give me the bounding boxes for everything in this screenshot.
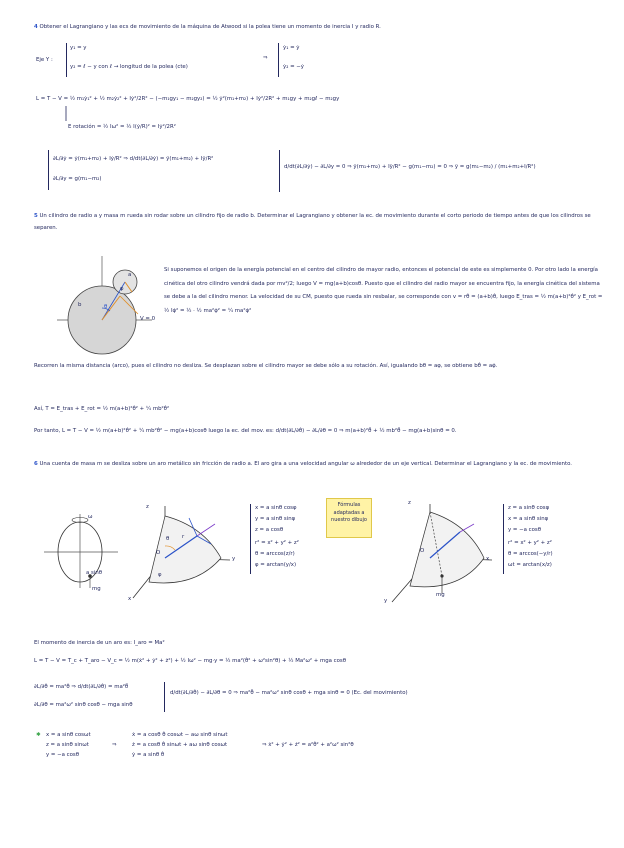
label-phi: φ xyxy=(120,286,124,292)
ad-phi: ωt = arctan(x/z) xyxy=(508,562,552,568)
problem-5-statement: 5 Un cilindro de radio a y masa m rueda sin rodar sobre un cilindro fijo de radio b. Determinar el Lagrangiano y obtener la ec. de movimiento durante el corto periodo de tiempo antes de que los cilindros se separen. xyxy=(34,213,591,231)
equation-of-motion-atwood: d/dt(∂L/∂ẏ) − ∂L/∂y = 0 ⇒ ÿ(m₁+m₂) + Iÿ/R² − g(m₁−m₂) = 0 ⇒ ÿ = g(m₁−m₂) / (m₁+m₂+I/R²) xyxy=(284,164,536,170)
system-b-line2: ẏ₂ = −ẏ xyxy=(283,64,305,70)
system-brace-b xyxy=(278,43,279,77)
phi-label-1: φ xyxy=(158,572,162,578)
equation-of-motion-bead: d/dt(∂L/∂θ̇) − ∂L/∂θ = 0 ⇒ ma²θ̈ − ma²ω² sinθ cosθ + mga sinθ = 0 (Ec. del movimiento) xyxy=(170,690,408,696)
ad-z: y = −a cosθ xyxy=(508,527,542,533)
velocity-6: ẏ = a sinθ θ̇ xyxy=(132,752,165,758)
system-b-line1: ẏ₁ = ẏ xyxy=(283,45,300,51)
hoop-figure xyxy=(40,514,120,594)
velocity-5: ż = a cosθ θ̇ sinωt + aω sinθ cosωt xyxy=(132,742,228,748)
velocity-3: y = −a cosθ xyxy=(46,752,80,758)
lagrangian-cylinder: Por tanto, L = T − V = ½ m(a+b)²θ̇² + ¼ mb²θ̇² − mg(a+b)cosθ luego la ec. del mov. es: d/dt(∂L/∂θ̇) − ∂L/∂θ = 0 ⇒ m(a+b)²θ̈ + ½ mb²θ̈ − mg(a+b)sinθ = 0. xyxy=(34,428,457,434)
eje-label: Eje Y : xyxy=(36,57,53,63)
adapted-brace xyxy=(503,504,504,574)
label-b: b xyxy=(78,302,82,308)
sph-theta: θ = arccos(z/r) xyxy=(255,551,295,557)
lagrangian-bead: L = T − V = T_c + T_aro − V_c = ½ m(ẋ² + ẏ² + ż²) + ½ Iω² − mg·y = ½ ma²(θ̇² + ω²sin²θ) + ½ Ma²ω² + mga cosθ xyxy=(34,658,347,664)
origin-label-1: O xyxy=(156,550,161,556)
rotation-energy: E rotación = ½ Iω² = ½ I(ẏ/R)² = Iẏ²/2R² xyxy=(68,124,176,130)
bullet-marker: ✱ xyxy=(36,732,41,738)
y-label-1: y xyxy=(232,556,236,562)
sph-phi: φ = arctan(y/x) xyxy=(255,562,297,568)
velocity-1: x = a sinθ cosωt xyxy=(46,732,91,738)
velocity-2: z = a sinθ sinωt xyxy=(46,742,89,748)
spherical-diagram-1 xyxy=(125,506,235,606)
velocity-4: ẋ = a cosθ θ̇ cosωt − aω sinθ sinωt xyxy=(132,732,228,738)
lagrangian-atwood: L = T − V = ½ m₁ẏ₁² + ½ m₂ẏ₂² + Iẏ²/2R² − (−m₁gy₁ − m₂gy₂) = ½ ẏ²(m₁+m₂) + Iẏ²/2R² + m₁gy + m₂gℓ − m₂gy xyxy=(36,96,340,102)
implies-arrow: ⇒ xyxy=(263,55,268,61)
x-label-1: x xyxy=(128,596,132,602)
system-brace-a xyxy=(66,43,67,77)
bead-divider xyxy=(164,682,165,712)
asin-label: a sinθ xyxy=(86,570,103,576)
problem-6-statement: 6 Una cuenta de masa m se desliza sobre un aro metálico sin fricción de radio a. El aro gira a una velocidad angular ω alrededor de un eje vertical. Determinar el Lagrangiano y la ec. de movimiento. xyxy=(34,461,572,467)
origin-label-2: O xyxy=(420,548,425,554)
sph-z: z = a cosθ xyxy=(255,527,284,533)
inertia-hoop: El momento de inercia de un aro es: I_aro = Ma² xyxy=(34,640,165,646)
derivative-2: ∂L/∂y = g(m₁−m₂) xyxy=(53,176,102,182)
mg-label-1: mg xyxy=(92,586,101,592)
eom-divider xyxy=(279,150,280,192)
sph-x: x = a sinθ cosφ xyxy=(255,505,297,511)
problem-4-number: 4 xyxy=(34,24,38,30)
mg-label-2: mg xyxy=(436,592,445,598)
z-label-2: z xyxy=(408,500,411,506)
spherical-brace xyxy=(250,504,251,574)
sph-y: y = a sinθ sinφ xyxy=(255,516,296,522)
sph-r: r² = x² + y² + z² xyxy=(255,540,299,546)
label-v-zero: V = 0 xyxy=(140,316,156,322)
kinetic-energy: Así, T = E_tras + E_rot = ½ m(a+b)²θ̇² + ¼ mb²θ̇² xyxy=(34,406,170,412)
x-label-2: x xyxy=(486,556,490,562)
sticky-note: Fórmulas adaptadas a nuestro dibujo xyxy=(326,498,372,538)
label-theta: θ xyxy=(104,304,108,310)
problem-4-statement: 4 Obtener el Lagrangiano y las ecs de movimiento de la máquina de Atwood si la polea tiene un momento de inercia I y radio R. xyxy=(34,24,381,30)
derivative-1: ∂L/∂ẏ = ẏ(m₁+m₂) + Iẏ/R² ⇒ d/dt(∂L/∂ẏ) = ÿ(m₁+m₂) + Iÿ/R² xyxy=(53,156,214,162)
bead-derivative-2: ∂L/∂θ = ma²ω² sinθ cosθ − mga sinθ xyxy=(34,702,133,708)
derivative-brace xyxy=(48,150,49,190)
problem-5-paragraph: Si suponemos el origen de la energía potencial en el centro del cilindro de mayor radio, entonces el potencial de este es simplemente 0. Por otro lado la energía cinética del otro cilindro vendrá dada por mv²/2; luego V = mg(a+b)cosθ. Puesto que el cilindro del radio mayor se encuentra fijo, la energía cinética del sistema se debe a la del cilindro menor. La velocidad de su CM, puesto que rueda sin resbalar, se corresponde con v = rθ̇ = (a+b)θ̇, luego E_tras = ½ m(a+b)²θ̇² y E_rot = ½ Iφ̇² = ½ · ½ ma²φ̇² = ¼ ma²φ̇² xyxy=(164,267,603,314)
velocity-sum: ⇒ ẋ² + ẏ² + ż² = a²θ̇² + a²ω² sin²θ xyxy=(262,742,354,748)
omega-label: ω xyxy=(88,514,93,520)
bead-derivative-1: ∂L/∂θ̇ = ma²θ̇ ⇒ d/dt(∂L/∂θ̇) = ma²θ̈ xyxy=(34,684,129,690)
system-a-line1: y₁ = y xyxy=(70,45,87,51)
label-a: a xyxy=(128,272,132,278)
down-arrow-icon xyxy=(65,106,67,122)
ad-x: z = a sinθ cosφ xyxy=(508,505,550,511)
theta-label-1: θ xyxy=(166,536,170,542)
problem-5-number: 5 xyxy=(34,213,38,219)
ad-r: r² = x² + y² + z² xyxy=(508,540,552,546)
ad-y: x = a sinθ sinφ xyxy=(508,516,549,522)
y-label-2: y xyxy=(384,598,388,604)
implies-arrow-2: ⇒ xyxy=(112,742,117,748)
z-label-1: z xyxy=(146,504,149,510)
problem-5-paragraph-2: Recorren la misma distancia (arco), pues el cilindro no desliza. Se desplazan sobre el cilindro mayor se debe sólo a su rotación. Así, igualando bθ = aφ, se obtiene bθ̇ = aφ̇. xyxy=(34,363,498,369)
problem-6-number: 6 xyxy=(34,461,38,467)
r-label-1: r xyxy=(182,534,185,540)
ad-theta: θ = arccos(−y/r) xyxy=(508,551,553,557)
system-a-line2: y₂ = ℓ − y con ℓ → longitud de la polea (cte) xyxy=(70,64,188,70)
